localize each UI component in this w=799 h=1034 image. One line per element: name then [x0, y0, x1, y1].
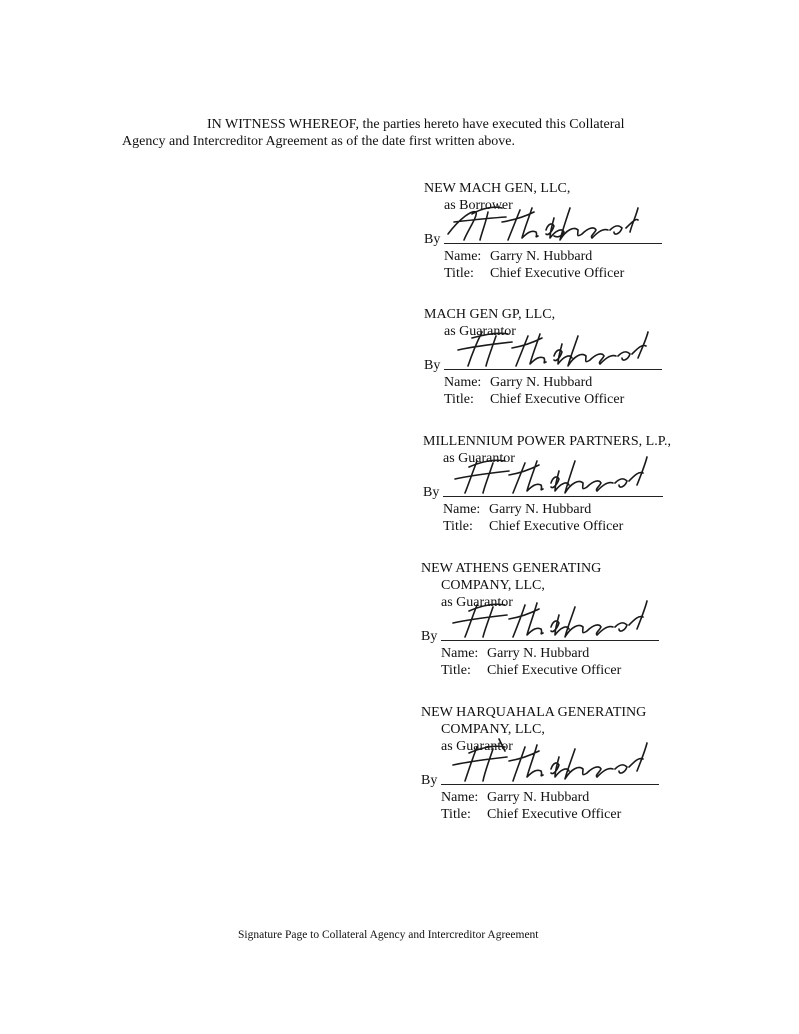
handwritten-signature: [439, 737, 653, 787]
by-row: [424, 340, 624, 374]
by-label: By: [423, 485, 440, 500]
name-row: [423, 501, 671, 518]
name-label: Name:: [444, 375, 482, 390]
by-label: By: [421, 773, 438, 788]
entity-role: as Guarantor: [444, 324, 516, 339]
by-label: By: [424, 358, 441, 373]
name-label: Name:: [443, 502, 481, 517]
signer-name: Garry N. Hubbard: [487, 646, 590, 661]
title-label: Title:: [444, 266, 474, 281]
entity-name: NEW ATHENS GENERATING: [421, 561, 602, 576]
title-row: [424, 391, 624, 408]
handwritten-signature: [439, 597, 653, 643]
name-row: [421, 645, 621, 662]
name-row: [424, 374, 624, 391]
signer-title: Chief Executive Officer: [487, 807, 622, 822]
handwritten-signature: [442, 326, 656, 372]
signer-name: Garry N. Hubbard: [487, 790, 590, 805]
by-row: [423, 467, 671, 501]
by-row: [421, 611, 621, 645]
by-label: By: [421, 629, 438, 644]
witness-line-1: IN WITNESS WHEREOF, the parties hereto have executed this Collateral: [207, 117, 625, 132]
title-label: Title:: [443, 519, 473, 534]
signature-block-guarantor-4: [421, 704, 646, 823]
signature-block-borrower: [424, 180, 624, 282]
entity-name: NEW MACH GEN, LLC,: [424, 181, 571, 196]
name-label: Name:: [441, 646, 479, 661]
entity-role: as Guarantor: [443, 451, 515, 466]
by-row: [424, 214, 624, 248]
name-row: [424, 248, 624, 265]
title-label: Title:: [444, 392, 474, 407]
name-row: [421, 789, 646, 806]
signer-name: Garry N. Hubbard: [489, 502, 592, 517]
entity-name-cont: COMPANY, LLC,: [441, 722, 545, 737]
title-row: [421, 662, 621, 679]
handwritten-signature: [442, 200, 656, 246]
signer-title: Chief Executive Officer: [490, 266, 625, 281]
entity-name: MACH GEN GP, LLC,: [424, 307, 556, 322]
title-row: [424, 265, 624, 282]
name-label: Name:: [444, 249, 482, 264]
entity-name: NEW HARQUAHALA GENERATING: [421, 705, 647, 720]
title-row: [423, 518, 671, 535]
signature-block-guarantor-3: [421, 560, 621, 679]
by-label: By: [424, 232, 441, 247]
signature-block-guarantor-1: [424, 306, 624, 408]
name-label: Name:: [441, 790, 479, 805]
entity-role: as Guarantor: [441, 595, 513, 610]
witness-line-2: Agency and Intercreditor Agreement as of the date first written above.: [122, 134, 516, 149]
signer-name: Garry N. Hubbard: [490, 375, 593, 390]
page-footer: Signature Page to Collateral Agency and Intercreditor Agreement: [238, 929, 539, 941]
signer-name: Garry N. Hubbard: [490, 249, 593, 264]
signature-block-guarantor-2: [423, 433, 671, 535]
title-label: Title:: [441, 807, 471, 822]
signer-title: Chief Executive Officer: [489, 519, 624, 534]
signer-title: Chief Executive Officer: [490, 392, 625, 407]
by-row: [421, 755, 646, 789]
entity-role: as Guarantor: [441, 739, 513, 754]
handwritten-signature: [441, 453, 655, 499]
entity-name: MILLENNIUM POWER PARTNERS, L.P.,: [423, 434, 671, 449]
entity-name-cont: COMPANY, LLC,: [441, 578, 545, 593]
title-label: Title:: [441, 663, 471, 678]
signer-title: Chief Executive Officer: [487, 663, 622, 678]
title-row: [421, 806, 646, 823]
entity-role: as Borrower: [444, 198, 513, 213]
